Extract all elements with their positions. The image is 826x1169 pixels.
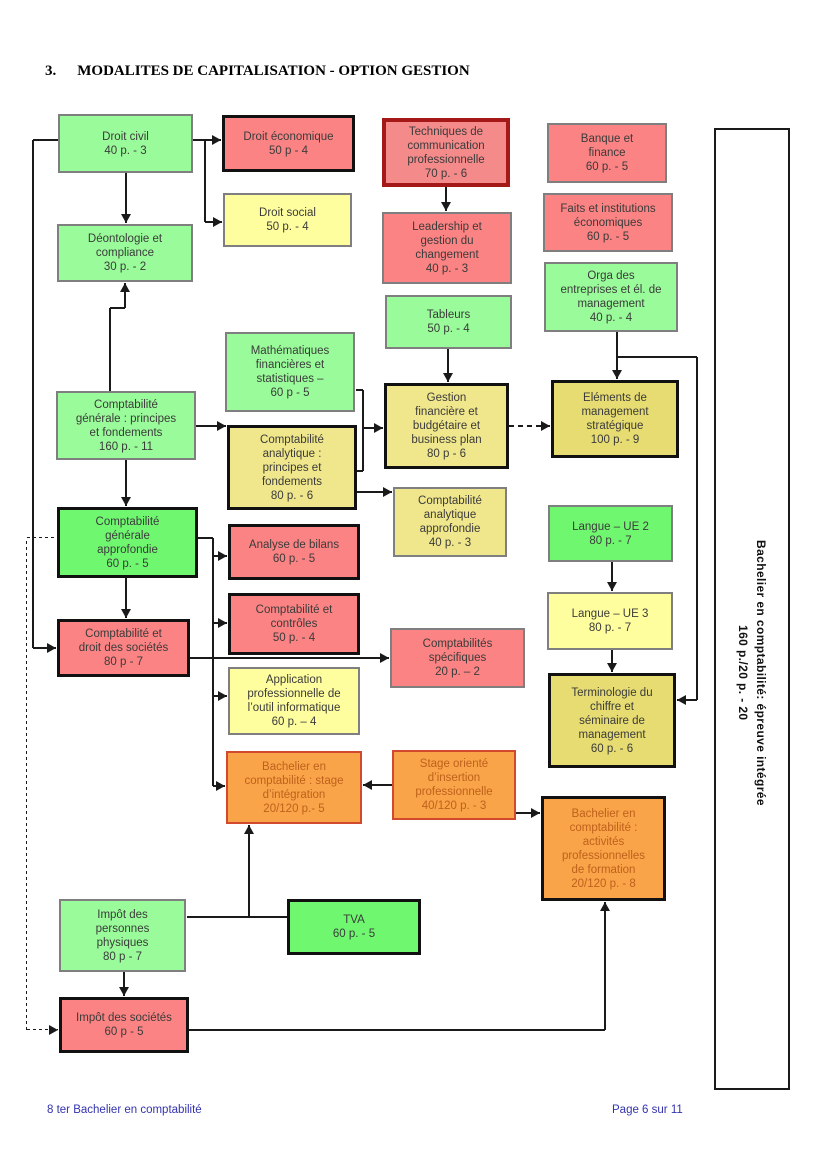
node-comptabilite-generale-approfondie xyxy=(57,507,198,578)
section-heading xyxy=(45,63,470,80)
node-label-line: professionnelles xyxy=(561,849,646,862)
arrowhead xyxy=(213,217,222,227)
node-langue-ue3 xyxy=(547,592,673,650)
node-label-line: physiques xyxy=(96,936,149,949)
node-label-line: 50 p. - 4 xyxy=(427,323,470,335)
footer-page-number: Page 6 sur 11 xyxy=(612,1104,683,1116)
node-label-line: Eléments de xyxy=(583,392,647,404)
arrowhead xyxy=(217,421,226,431)
node-label-line: Droit civil xyxy=(102,130,149,143)
arrowhead xyxy=(218,691,227,701)
node-label-line: Application xyxy=(265,674,323,686)
node-label-line: changement xyxy=(415,249,479,261)
node-label-line: business plan xyxy=(411,434,482,446)
node-label-line: activités xyxy=(582,835,625,848)
connector-segment xyxy=(33,139,58,141)
node-label-line: Stage orienté xyxy=(419,758,489,770)
connector-segment xyxy=(110,307,125,309)
node-label-line: d’intégration xyxy=(262,788,326,801)
node-bachelier-stage-integration xyxy=(226,751,362,824)
node-label-line: approfondie xyxy=(419,523,481,535)
node-langue-ue2 xyxy=(548,505,673,562)
node-label-line: 60 p - 5 xyxy=(104,1026,144,1038)
node-orga-entreprises xyxy=(544,262,678,332)
arrowhead xyxy=(121,609,131,618)
node-label-line: financières et xyxy=(255,359,325,371)
node-label-line: Tableurs xyxy=(426,309,471,321)
node-label-line: Impôt des xyxy=(97,908,148,921)
node-tableurs xyxy=(385,295,512,349)
node-label-line: Comptabilité xyxy=(260,433,324,446)
node-label-line: 100 p. - 9 xyxy=(590,434,640,446)
node-label-line: principes et xyxy=(262,461,322,474)
node-label-line: Comptabilités xyxy=(422,638,493,650)
arrowhead xyxy=(380,653,389,663)
node-comptabilite-generale xyxy=(56,391,196,460)
node-stage-oriente xyxy=(392,750,516,820)
arrowhead xyxy=(218,618,227,628)
node-label-line: 60 p. - 5 xyxy=(585,161,629,173)
node-label-line: management xyxy=(578,728,646,741)
node-label-line: personnes xyxy=(95,922,150,935)
node-gestion-financiere xyxy=(384,383,509,469)
node-faits-institutions xyxy=(543,193,673,252)
arrowhead xyxy=(600,902,610,911)
node-label-line: 80 p - 7 xyxy=(104,656,143,668)
connector-segment xyxy=(109,308,111,391)
node-label-line: Mathématiques xyxy=(250,345,330,357)
connector-segment xyxy=(189,1029,605,1031)
node-label-line: Comptabilité et xyxy=(255,604,333,616)
arrowhead xyxy=(541,421,550,431)
node-label-line: statistiques – xyxy=(256,373,324,385)
node-label-line: comptabilité : xyxy=(569,821,638,834)
arrowhead xyxy=(531,808,540,818)
node-label-line: budgétaire et xyxy=(412,420,481,432)
node-label-line: 60 p. - 5 xyxy=(272,553,316,565)
node-label-line: stratégique xyxy=(586,420,644,432)
node-label-line: financière et xyxy=(415,406,478,418)
node-droit-civil xyxy=(58,114,193,173)
section-title: MODALITES DE CAPITALISATION - OPTION GESTION xyxy=(77,63,470,79)
node-label-line: 40 p. - 3 xyxy=(428,537,472,549)
node-label-line: générale xyxy=(105,529,150,542)
connector-segment xyxy=(26,538,27,1030)
node-label-line: communication xyxy=(407,139,485,152)
node-label-line: finance xyxy=(588,147,626,159)
arrowhead xyxy=(374,423,383,433)
section-number: 3. xyxy=(45,63,57,79)
node-label-line: Déontologie et xyxy=(87,233,163,245)
connector-segment xyxy=(198,537,213,539)
node-bachelier-activites xyxy=(541,796,666,901)
node-label-line: TVA xyxy=(343,914,365,926)
node-label-line: spécifiques xyxy=(428,652,487,664)
node-label-line: 80 p. - 7 xyxy=(588,622,632,634)
node-label-line: 80 p. - 7 xyxy=(589,534,632,547)
arrowhead xyxy=(120,283,130,292)
node-label-line: 160 p. - 11 xyxy=(98,440,154,453)
node-label-line: Gestion xyxy=(426,392,467,404)
node-label-line: séminaire de xyxy=(579,714,645,727)
node-label-line: 20/120 p.- 5 xyxy=(263,802,325,815)
node-tva xyxy=(287,899,421,955)
node-label-line: Bachelier en xyxy=(571,807,636,820)
node-elements-management xyxy=(551,380,679,458)
node-label-line: 40 p. - 3 xyxy=(104,144,147,157)
connector-segment xyxy=(357,470,363,472)
node-label-line: Leadership et xyxy=(412,221,482,233)
node-label-line: gestion du xyxy=(420,235,474,247)
arrowhead xyxy=(218,551,227,561)
arrowhead xyxy=(612,370,622,379)
node-leadership xyxy=(382,212,512,284)
node-label-line: management xyxy=(577,298,645,310)
node-label-line: 60 p. - 5 xyxy=(586,230,630,243)
node-comptabilite-droit-societes xyxy=(57,619,190,677)
node-label-line: professionnelle xyxy=(407,153,485,166)
node-label-line: 60 p. - 5 xyxy=(332,928,376,940)
node-label-line: Comptabilité et xyxy=(85,628,162,640)
node-analyse-bilans xyxy=(228,524,360,580)
node-label-line: Banque et xyxy=(580,133,634,145)
node-label-line: Langue – UE 3 xyxy=(571,608,649,620)
node-label-line: et fondements xyxy=(89,426,163,439)
node-label-line: Droit économique xyxy=(243,130,334,143)
node-label-line: d’insertion xyxy=(427,772,481,784)
node-label-line: chiffre et xyxy=(590,700,634,713)
node-label-line: 40 p. - 4 xyxy=(589,312,633,324)
node-label-line: compliance xyxy=(95,247,155,259)
integrated-exam-vertical-text xyxy=(734,540,770,806)
connector-segment xyxy=(617,356,697,358)
node-label-line: Bachelier en xyxy=(262,760,326,773)
node-label-line: 50 p - 4 xyxy=(269,144,308,157)
node-label-line: Impôt des sociétés xyxy=(76,1012,172,1024)
arrowhead xyxy=(383,487,392,497)
node-label-line: 70 p. - 6 xyxy=(424,167,468,180)
node-label-line: 50 p. - 4 xyxy=(266,221,309,233)
connector-segment xyxy=(212,538,214,786)
node-label-line: 40 p. - 3 xyxy=(425,263,469,275)
node-label-line: 20/120 p. - 8 xyxy=(571,877,636,890)
node-mathematiques xyxy=(225,332,355,412)
arrowhead xyxy=(244,825,254,834)
arrowhead xyxy=(216,781,225,791)
node-label-line: générale : principes xyxy=(75,412,177,425)
node-label-line: fondements xyxy=(261,475,323,488)
node-label-line: de formation xyxy=(571,863,636,876)
node-terminologie xyxy=(548,673,676,768)
node-label-line: 30 p. - 2 xyxy=(103,261,147,273)
arrowhead xyxy=(363,780,372,790)
node-label-line: Orga des xyxy=(587,270,635,282)
node-deontologie xyxy=(57,224,193,282)
node-label-line: Analyse de bilans xyxy=(248,539,340,551)
arrowhead xyxy=(443,373,453,382)
node-label-line: Langue – UE 2 xyxy=(572,520,649,533)
node-banque-finance xyxy=(547,123,667,183)
node-label-line: 80 p - 7 xyxy=(103,950,142,963)
node-label-line: l’outil informatique xyxy=(247,702,341,714)
node-label-line: analytique : xyxy=(262,447,322,460)
node-label-line: Techniques de xyxy=(408,125,484,138)
node-label-line: 80 p. - 6 xyxy=(270,489,314,502)
node-label-line: Terminologie du xyxy=(571,686,653,699)
node-label-line: 60 p. – 4 xyxy=(271,716,317,728)
connector-segment xyxy=(248,825,250,917)
arrowhead xyxy=(212,135,221,145)
node-impot-societes xyxy=(59,997,189,1053)
integrated-exam-line1: Bachelier en comptabilité: épreuve intégrée xyxy=(754,540,768,806)
node-label-line: économiques xyxy=(573,216,643,229)
node-label-line: 60 p. - 5 xyxy=(106,557,149,570)
connector-segment xyxy=(204,140,206,222)
node-label-line: Droit social xyxy=(259,207,316,219)
arrowhead xyxy=(119,987,129,996)
node-comptabilite-analytique-approfondie xyxy=(393,487,507,557)
arrowhead xyxy=(121,214,131,223)
node-comptabilites-specifiques xyxy=(390,628,525,688)
node-droit-economique xyxy=(222,115,355,172)
connector-segment xyxy=(604,902,606,1030)
node-label-line: 20 p. – 2 xyxy=(435,666,480,678)
arrowhead xyxy=(441,202,451,211)
node-label-line: professionnelle xyxy=(415,786,493,798)
node-comptabilite-controles xyxy=(228,593,360,655)
integrated-exam-box xyxy=(714,128,790,1090)
node-application-professionnelle xyxy=(228,667,360,735)
node-label-line: Comptabilité xyxy=(95,515,160,528)
node-impot-personnes xyxy=(59,899,186,972)
arrowhead xyxy=(47,643,56,653)
arrowhead xyxy=(49,1025,58,1035)
node-label-line: Comptabilité xyxy=(94,398,158,411)
arrowhead xyxy=(677,695,686,705)
node-label-line: 40/120 p. - 3 xyxy=(421,800,487,812)
node-label-line: Faits et institutions xyxy=(560,202,656,215)
connector-segment xyxy=(696,357,698,700)
node-label-line: approfondie xyxy=(97,543,158,556)
node-label-line: entreprises et él. de xyxy=(560,284,662,296)
node-label-line: Comptabilité xyxy=(418,495,482,507)
integrated-exam-line2: 160 p./20 p. - 20 xyxy=(736,625,750,721)
arrowhead xyxy=(607,663,617,672)
node-comptabilite-analytique xyxy=(227,425,357,510)
connector-segment xyxy=(362,390,364,471)
node-label-line: droit des sociétés xyxy=(78,642,169,654)
arrowhead xyxy=(121,497,131,506)
connector-segment xyxy=(27,537,57,538)
connector-segment xyxy=(187,916,287,918)
footer-document-title: 8 ter Bachelier en comptabilité xyxy=(47,1104,202,1116)
node-label-line: analytique xyxy=(423,509,477,521)
arrowhead xyxy=(607,582,617,591)
node-label-line: management xyxy=(581,406,649,418)
node-label-line: 60 p - 5 xyxy=(270,387,310,399)
node-techniques-communication xyxy=(382,118,510,187)
node-droit-social xyxy=(223,193,352,247)
node-label-line: contrôles xyxy=(270,618,318,630)
node-label-line: comptabilité : stage xyxy=(244,774,344,787)
node-label-line: 50 p. - 4 xyxy=(272,632,316,644)
node-label-line: 60 p. - 6 xyxy=(590,742,634,755)
node-label-line: 80 p - 6 xyxy=(427,448,466,460)
connector-segment xyxy=(32,140,34,648)
node-label-line: professionnelle de xyxy=(247,688,341,700)
connector-segment xyxy=(190,657,389,659)
